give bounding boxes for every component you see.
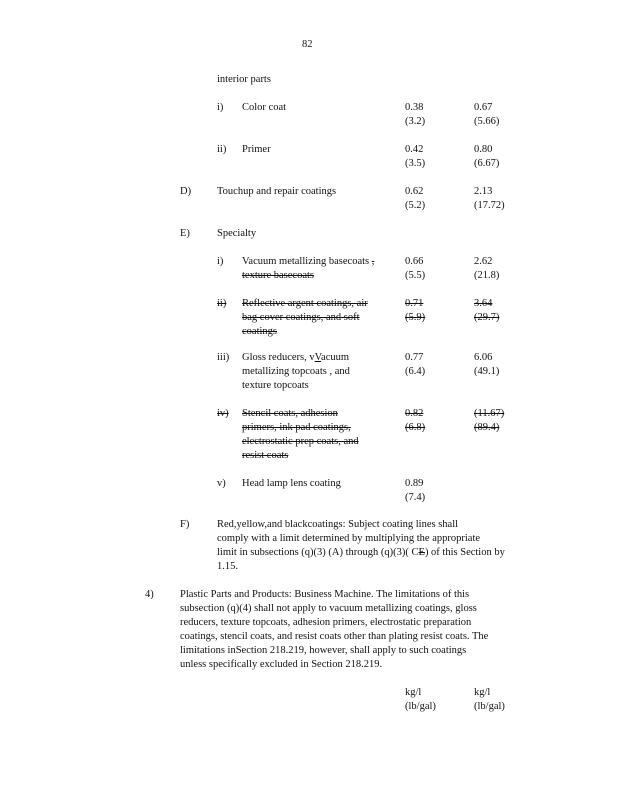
row-number: ii) xyxy=(217,298,227,309)
row-number: D) xyxy=(180,186,192,197)
paragraph-line: limitations inSection 218.219, however, shall apply to such coatings xyxy=(180,645,467,656)
value-lb: (7.4) xyxy=(405,492,426,503)
paragraph-text: ) of this Section by xyxy=(424,547,505,558)
paragraph-line: 1.15. xyxy=(217,561,238,572)
value-lb: (6.8) xyxy=(405,422,426,433)
deleted-text: E xyxy=(418,547,425,558)
paragraph-line: coatings, stencil coats, and resist coats other than plating resist coats. The xyxy=(180,631,489,642)
paragraph-line: Red,yellow,and blackcoatings: Subject coating lines shall xyxy=(217,519,459,530)
row-label-line xyxy=(242,351,349,365)
unit-label: (lb/gal) xyxy=(474,701,505,712)
value-kg: 0.82 xyxy=(405,408,424,419)
row-number: iv) xyxy=(217,408,229,419)
unit-label: kg/l xyxy=(474,687,491,698)
row-label: Touchup and repair coatings xyxy=(217,186,337,197)
row-label: Gloss reducers, v xyxy=(242,352,315,363)
value-lb: (89.4) xyxy=(474,422,500,433)
value-kg: 0.89 xyxy=(405,478,424,489)
row-label: Color coat xyxy=(242,102,287,113)
row-label: Vacuum metallizing basecoats xyxy=(242,256,370,267)
value-lb: (29.7) xyxy=(474,312,500,323)
deleted-text: Reflective argent coatings, air xyxy=(242,298,368,309)
inserted-text: V xyxy=(314,352,322,363)
value-kg: 2.62 xyxy=(474,256,493,267)
deleted-text: Stencil coats, adhesion xyxy=(242,408,338,419)
item-number: F) xyxy=(180,519,190,530)
paragraph-text: limit in subsections (q)(3) (A) through (q)(3)( C xyxy=(217,547,419,558)
row-number: ii) xyxy=(217,144,227,155)
value-lb: (3.2) xyxy=(405,116,426,127)
deleted-text: bag cover coatings, and soft xyxy=(242,312,360,323)
item-number: 4) xyxy=(145,589,154,600)
row-label: Head lamp lens coating xyxy=(242,478,341,489)
deleted-text: primers, ink pad coatings, xyxy=(242,422,351,433)
page-number: 82 xyxy=(302,39,313,50)
paragraph-line: reducers, texture topcoats, adhesion primers, electrostatic preparation xyxy=(180,617,472,628)
value-lb: (17.72) xyxy=(474,200,505,211)
value-lb: (6.4) xyxy=(405,366,426,377)
paragraph-line: Plastic Parts and Products: Business Machine. The limitations of this xyxy=(180,589,470,600)
value-lb: (5.9) xyxy=(405,312,426,323)
value-kg: 0.38 xyxy=(405,102,424,113)
paragraph-line xyxy=(217,546,505,560)
row-label-line xyxy=(242,255,374,269)
row-number: i) xyxy=(217,102,224,113)
value-kg: 3.64 xyxy=(474,298,493,309)
value-kg: 0.80 xyxy=(474,144,493,155)
row-label: texture topcoats xyxy=(242,380,309,391)
value-kg: (11.67) xyxy=(474,408,505,419)
value-lb: (3.5) xyxy=(405,158,426,169)
deleted-text: resist coats xyxy=(242,450,289,461)
paragraph-line: subsection (q)(4) shall not apply to vacuum metallizing coatings, gloss xyxy=(180,603,477,614)
value-lb: (5.2) xyxy=(405,200,426,211)
paragraph-line: unless specifically excluded in Section 218.219. xyxy=(180,659,383,670)
value-kg: 0.67 xyxy=(474,102,493,113)
value-kg: 0.42 xyxy=(405,144,424,155)
value-lb: (49.1) xyxy=(474,366,500,377)
value-kg: 0.66 xyxy=(405,256,424,267)
deleted-text: coatings xyxy=(242,326,277,337)
row-label: acuum xyxy=(321,352,350,363)
row-label: metallizing topcoats , and xyxy=(242,366,350,377)
unit-label: kg/l xyxy=(405,687,422,698)
value-kg: 0.77 xyxy=(405,352,424,363)
value-lb: (6.67) xyxy=(474,158,500,169)
row-number: E) xyxy=(180,228,190,239)
row-label: Primer xyxy=(242,144,271,155)
row-label: Specialty xyxy=(217,228,257,239)
paragraph-line: comply with a limit determined by multiplying the appropriate xyxy=(217,533,481,544)
interior-parts-heading: interior parts xyxy=(217,74,271,85)
value-kg: 2.13 xyxy=(474,186,493,197)
value-lb: (5.5) xyxy=(405,270,426,281)
unit-label: (lb/gal) xyxy=(405,701,436,712)
value-kg: 0.71 xyxy=(405,298,424,309)
deleted-mark: , xyxy=(371,256,375,267)
row-number: iii) xyxy=(217,352,230,363)
value-lb: (21.8) xyxy=(474,270,500,281)
value-kg: 0.62 xyxy=(405,186,424,197)
deleted-text: texture basecoats xyxy=(242,270,315,281)
row-number: v) xyxy=(217,478,226,489)
deleted-text: electrostatic prep coats, and xyxy=(242,436,359,447)
value-lb: (5.66) xyxy=(474,116,500,127)
value-kg: 6.06 xyxy=(474,352,493,363)
row-number: i) xyxy=(217,256,224,267)
